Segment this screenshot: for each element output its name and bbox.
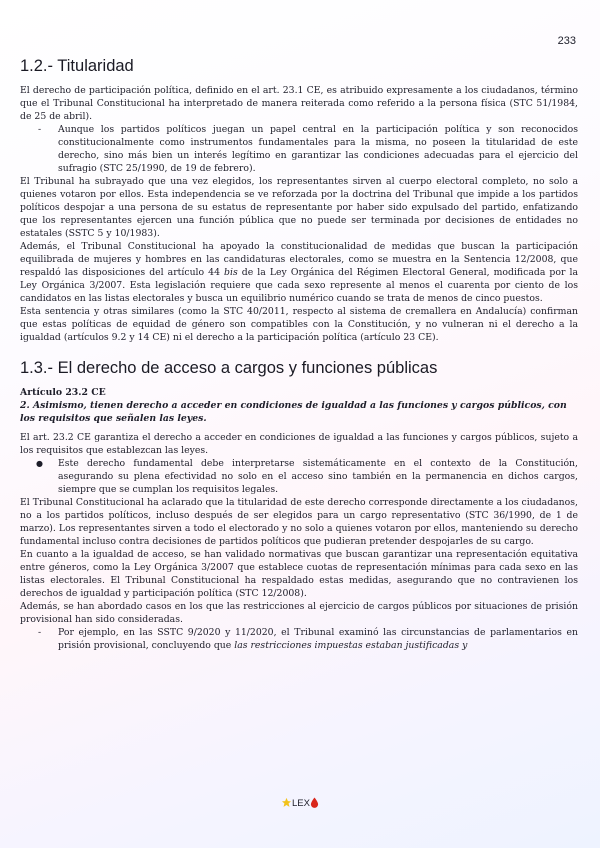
paragraph: El Tribunal Constitucional ha aclarado que la titularidad de este derecho corresponde directamente a los ciudadanos, no a los partidos políticos, incluso después de ser elegidos para un cargo representativo (STC 36/1990, de 1 de marzo). Los representantes sirven a todo el electorado y no solo a quienes votaron por ellos, manteniendo su derecho fundamental incluso contra decisiones de partidos políticos que pudieran pretender despojarles de su cargo. bbox=[20, 497, 578, 547]
paragraph: En cuanto a la igualdad de acceso, se han validado normativas que buscan garantizar una representación equitativa entre géneros, como la Ley Orgánica 3/2007 que establece cuotas de representación mínimas para cada sexo en las listas electorales. El Tribunal Constitucional ha respaldado estas medidas, asegurando que no contravienen los derechos de igualdad y participación política (STC 12/2008). bbox=[20, 549, 578, 599]
section-heading: 1.2.- Titularidad bbox=[20, 57, 134, 75]
article-title: Artículo 23.2 CE bbox=[20, 387, 106, 398]
dash-bullet-icon: - bbox=[38, 124, 42, 135]
paragraph: Además, el Tribunal Constitucional ha apoyado la constitucionalidad de medidas que buscan la participación equilibrada de mujeres y hombres en las candidaturas electorales, como se muestra en la Sentencia 12/2008, que respaldó las disposiciones del artículo 44 bis de la Ley Orgánica del Régimen Electoral General, modificada por la Ley Orgánica 3/2007. Esta legislación requiere que cada sexo represente al menos el cuarenta por ciento de los candidatos en las listas electorales y busca un equilibrio numérico cuando se trata de menos de cinco puestos. bbox=[20, 241, 578, 304]
star-icon bbox=[281, 797, 292, 808]
dash-list bbox=[20, 123, 578, 175]
bullet-list bbox=[20, 457, 578, 496]
section-heading: 1.3.- El derecho de acceso a cargos y funciones públicas bbox=[20, 359, 438, 377]
page-content bbox=[20, 57, 578, 652]
bullet-dot-icon: ● bbox=[36, 459, 43, 468]
drop-icon bbox=[310, 797, 319, 808]
paragraph: El art. 23.2 CE garantiza el derecho a acceder en condiciones de igualdad a las funciones y cargos públicos, sujeto a los requisitos que establezcan las leyes. bbox=[20, 432, 578, 456]
dash-bullet-icon: - bbox=[38, 627, 42, 638]
footer-logo bbox=[0, 797, 600, 809]
paragraph: El derecho de participación política, definido en el art. 23.1 CE, es atribuido expresamente a los ciudadanos, término que el Tribunal Constitucional ha interpretado de manera reiterada como referido a la persona física (STC 51/1984, de 25 de abril). bbox=[20, 85, 578, 122]
list-item: - Aunque los partidos políticos juegan un papel central en la participación política y son reconocidos constitucionalmente como instrumentos fundamentales para la misma, no poseen la titularidad de este derecho, sino más bien un interés legítimo en garantizar las condiciones adecuadas para el ejercicio del sufragio (STC 25/1990, de 19 de febrero). bbox=[38, 124, 578, 174]
dash-list bbox=[20, 626, 578, 652]
logo-text: LEX bbox=[292, 798, 310, 809]
paragraph: El Tribunal ha subrayado que una vez elegidos, los representantes sirven al cuerpo electoral completo, no solo a quienes votaron por ellos. Esta independencia se ve reforzada por la doctrina del Tribunal que impide a los partidos políticos despojar a una persona de su estatus de representante por haber sido expulsado del partido, enfatizando que los representantes ejercen una función pública que no puede ser terminada por decisiones de entidades no estatales (SSTC 5 y 10/1983). bbox=[20, 176, 578, 239]
paragraph: Además, se han abordado casos en los que las restricciones al ejercicio de cargos públicos por situaciones de prisión provisional han sido consideradas. bbox=[20, 601, 578, 625]
section-acceso-cargos bbox=[20, 359, 578, 652]
page-number: 233 bbox=[557, 35, 576, 47]
article-text: 2. Asimismo, tienen derecho a acceder en condiciones de igualdad a las funciones y cargos públicos, con los requisitos que señalen las leyes. bbox=[20, 400, 567, 424]
section-titularidad bbox=[20, 57, 578, 344]
list-item: - Por ejemplo, en las SSTC 9/2020 y 11/2020, el Tribunal examinó las circunstancias de parlamentarios en prisión provisional, concluyendo que las restricciones impuestas estaban justificadas y bbox=[38, 627, 578, 651]
list-item: ● Este derecho fundamental debe interpretarse sistemáticamente en el contexto de la Constitución, asegurando su plena efectividad no solo en el acceso sino también en la permanencia en dichos cargos, siempre que se cumplan los requisitos legales. bbox=[36, 458, 578, 495]
paragraph: Esta sentencia y otras similares (como la STC 40/2011, respecto al sistema de cremallera en Andalucía) confirman que estas políticas de equidad de género son compatibles con la Constitución, y no vulneran ni el derecho a la igualdad (artículos 9.2 y 14 CE) ni el derecho a la participación política (artículo 23 CE). bbox=[20, 306, 578, 343]
